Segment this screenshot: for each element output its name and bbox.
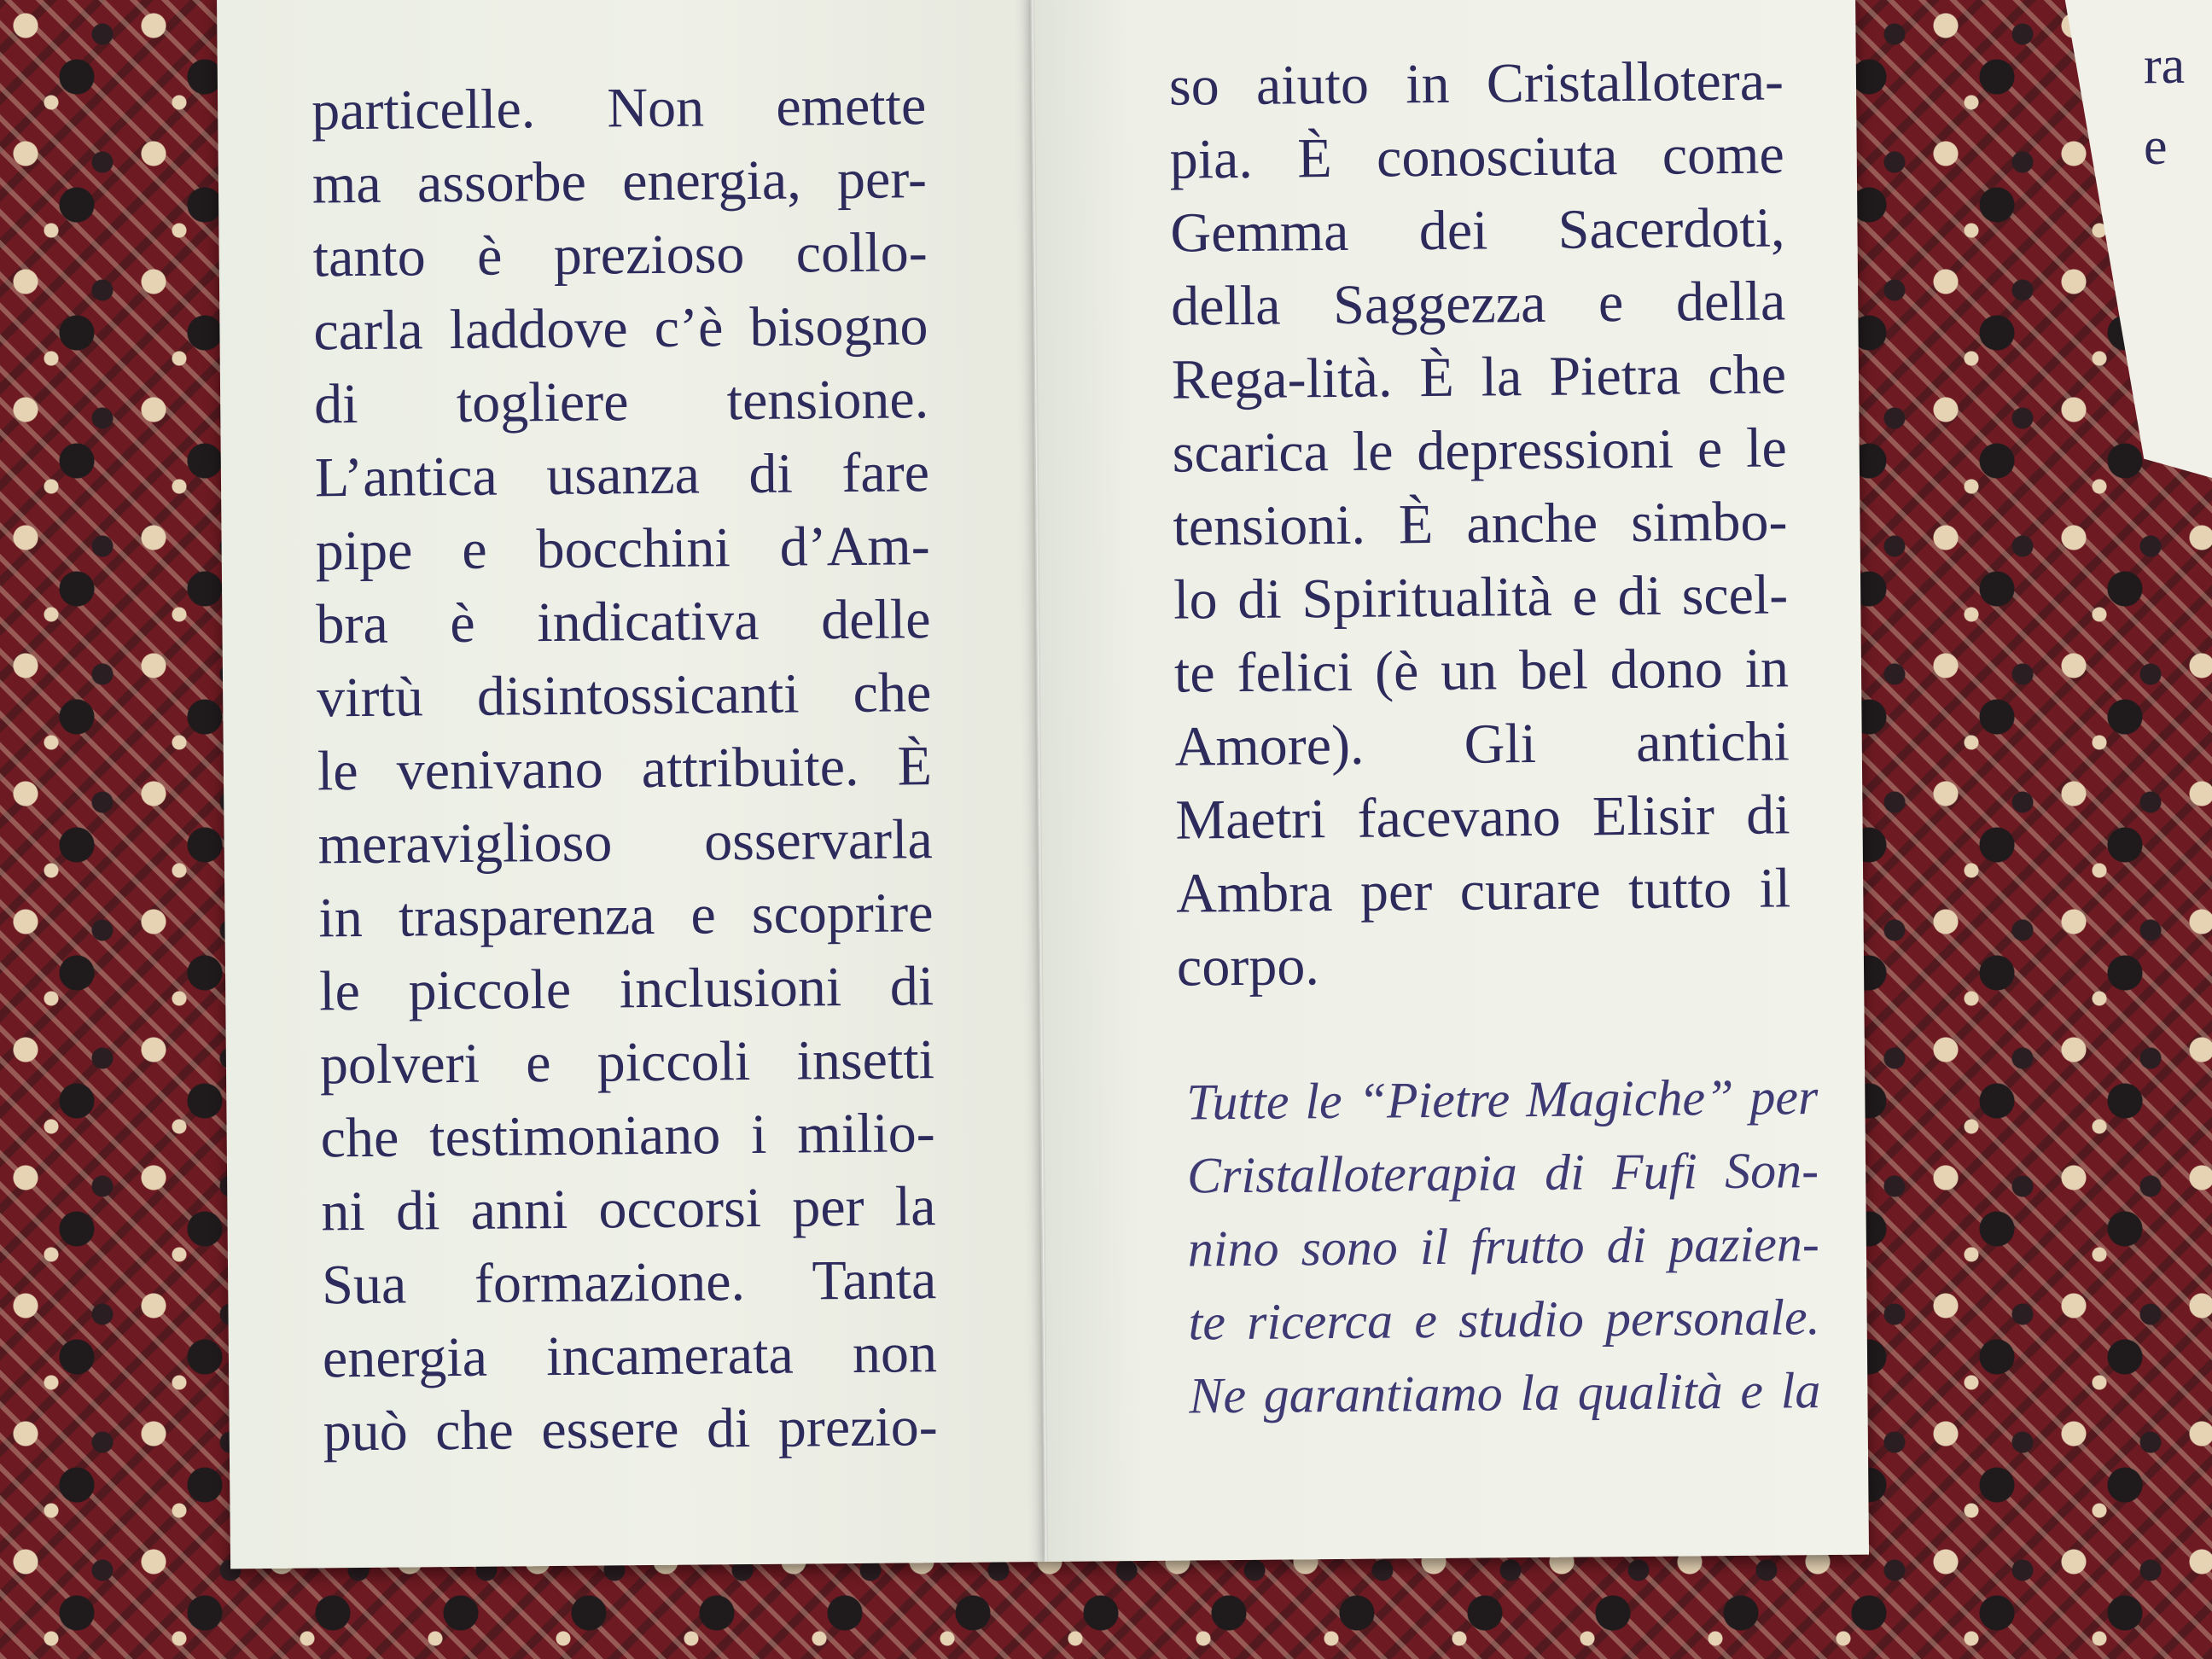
- leaflet: [217, 0, 1869, 1569]
- text-line: tensioni. È anche simbo-: [1173, 490, 1788, 558]
- text-line: Rega-lità. È la Pietra che: [1171, 343, 1787, 411]
- text-line: so aiuto in Cristallotera-: [1168, 49, 1784, 118]
- text-line: energia incamerata non: [322, 1322, 938, 1390]
- left-column-text: [311, 69, 938, 1469]
- text-line: tanto è prezioso collo-: [312, 221, 928, 289]
- text-line: meraviglioso osservarla: [317, 808, 933, 876]
- text-line: può che essere di prezio-: [323, 1395, 939, 1464]
- note-line: te ricerca e studio personale.: [1188, 1289, 1820, 1351]
- text-line: le venivano attribuite. È: [317, 735, 933, 803]
- text-line: pipe e bocchini d’Am-: [315, 515, 930, 583]
- text-line: L’antica usanza di fare: [314, 441, 930, 509]
- text-line: lo di Spiritualità e di scel-: [1173, 563, 1789, 632]
- text-line: scarica le depressioni e le: [1172, 416, 1788, 485]
- text-line: te felici (è un bel dono in: [1173, 637, 1790, 705]
- text-line: di togliere tensione.: [313, 368, 929, 436]
- text-line: che testimoniano i milio-: [320, 1102, 936, 1170]
- text-line: Gemma dei Sacerdoti,: [1170, 196, 1785, 265]
- left-page: [217, 0, 1045, 1569]
- text-line: bra è indicativa delle: [316, 588, 931, 656]
- text-line: carla laddove c’è bisogno: [313, 294, 928, 363]
- note-line: Tutte le “Pietre Magiche” per: [1186, 1068, 1819, 1131]
- text-line: particelle. Non emette: [311, 74, 927, 143]
- text-line: Maetri facevano Elisir di: [1175, 783, 1790, 852]
- text-line: Sua formazione. Tanta: [321, 1249, 937, 1317]
- text-line: Ambra per curare tutto il: [1175, 857, 1791, 925]
- note-line: nino sono il frutto di pazien-: [1187, 1215, 1820, 1278]
- card-text-line: ra: [2144, 37, 2186, 95]
- note-line: Ne garantiamo la qualità e la: [1189, 1362, 1821, 1424]
- text-line: virtù disintossicanti che: [316, 661, 932, 730]
- background-card-text: [2144, 26, 2212, 188]
- right-page: [1032, 0, 1869, 1562]
- text-line: corpo.: [1176, 934, 1320, 998]
- text-line: ma assorbe energia, per-: [311, 148, 928, 216]
- text-line: polveri e piccoli insetti: [319, 1028, 935, 1097]
- text-line: Amore). Gli antichi: [1174, 710, 1790, 778]
- card-text-line: e: [2144, 118, 2168, 176]
- text-line: della Saggezza e della: [1170, 270, 1786, 338]
- text-line: le piccole inclusioni di: [318, 955, 934, 1023]
- italic-note: [1186, 1060, 1821, 1432]
- text-line: in trasparenza e scoprire: [318, 882, 934, 950]
- text-line: pia. È conosciuta come: [1169, 123, 1785, 191]
- right-column-text: [1169, 44, 1792, 1004]
- text-line: ni di anni occorsi per la: [321, 1175, 936, 1243]
- note-line: Cristalloterapia di Fufi Son-: [1186, 1142, 1819, 1204]
